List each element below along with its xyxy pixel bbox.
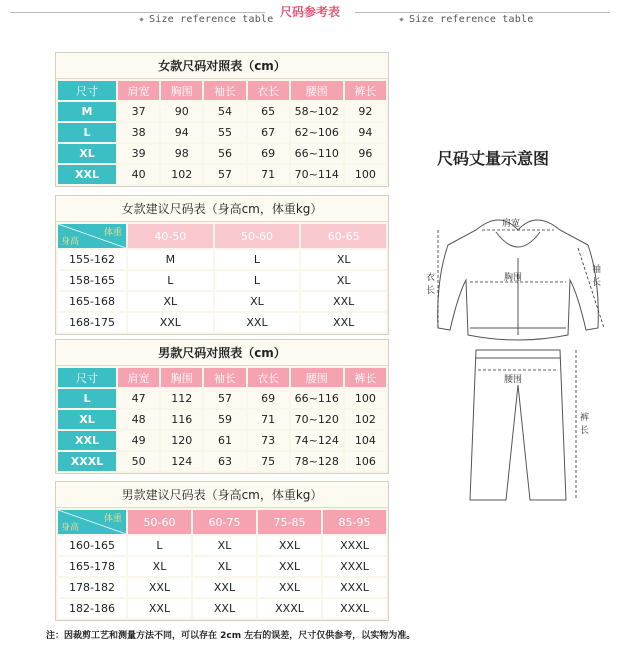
height-cell: 155-162 (58, 250, 126, 269)
table-row (58, 123, 386, 142)
table-cell: 73 (248, 431, 289, 450)
header-cell: 裤长 (345, 81, 386, 100)
header-cell: 50-60 (128, 510, 191, 534)
table-row (58, 292, 386, 311)
size-cell: XXL (58, 431, 116, 450)
table-row (58, 578, 386, 597)
size-cell: L (58, 389, 116, 408)
page-title: 尺码参考表 (279, 5, 340, 19)
corner-height-label: 身高 (61, 237, 80, 247)
table-cell: XXL (301, 313, 386, 332)
header-cell: 50-60 (215, 224, 300, 248)
table-title: 女款尺码对照表（cm） (56, 53, 388, 79)
height-cell: 168-175 (58, 313, 126, 332)
table-cell: 56 (204, 144, 245, 163)
table-cell: XXXL (323, 557, 386, 576)
table-cell: XXL (128, 599, 191, 618)
label-chest: 胸围 (504, 273, 523, 283)
table-cell: 116 (161, 410, 202, 429)
table-cell: 94 (345, 123, 386, 142)
table-cell: 66~110 (291, 144, 343, 163)
table-cell: XL (301, 250, 386, 269)
header-cell: 袖长 (204, 368, 245, 387)
header-cell: 肩宽 (118, 368, 159, 387)
table-cell: 100 (345, 389, 386, 408)
size-cell: M (58, 102, 116, 121)
label-waist: 腰围 (504, 375, 523, 385)
table-cell: XXL (128, 313, 213, 332)
table-title: 男款尺码对照表（cm） (56, 340, 388, 366)
header-cell: 胸围 (161, 368, 202, 387)
page-header (0, 0, 620, 36)
header-cell: 衣长 (248, 368, 289, 387)
size-cell: XXL (58, 165, 116, 184)
height-cell: 158-165 (58, 271, 126, 290)
size-cell: L (58, 123, 116, 142)
table-row (58, 165, 386, 184)
table-row (58, 313, 386, 332)
table-cell: XXL (193, 599, 256, 618)
corner-weight-label: 体重 (103, 514, 122, 524)
height-cell: 165-168 (58, 292, 126, 311)
header-subtitle-left: Size reference table (140, 14, 273, 25)
table-cell: 59 (204, 410, 245, 429)
header-cell: 胸围 (161, 81, 202, 100)
table-cell: XXL (193, 578, 256, 597)
table-cell: 70~114 (291, 165, 343, 184)
header-cell: 衣长 (248, 81, 289, 100)
table-cell: XL (193, 536, 256, 555)
label-shoulder: 肩宽 (502, 219, 521, 229)
table-cell: 50 (118, 452, 159, 471)
header-cell: 60-75 (193, 510, 256, 534)
table-cell: 75 (248, 452, 289, 471)
table-cell: XXL (258, 578, 321, 597)
height-cell: 178-182 (58, 578, 126, 597)
header-cell: 85-95 (323, 510, 386, 534)
table-cell: XL (193, 557, 256, 576)
header-cell: 腰围 (291, 81, 343, 100)
label-sleeve: 袖长 (592, 265, 602, 288)
table-cell: 120 (161, 431, 202, 450)
table-cell: XXL (128, 578, 191, 597)
table-cell: 54 (204, 102, 245, 121)
table-row (58, 389, 386, 408)
table-cell: 70~120 (291, 410, 343, 429)
header-cell: 肩宽 (118, 81, 159, 100)
table-cell: 65 (248, 102, 289, 121)
table-cell: 47 (118, 389, 159, 408)
table-row (58, 102, 386, 121)
table-header-row (58, 510, 386, 534)
size-cell: XL (58, 410, 116, 429)
table-cell: XXL (215, 313, 300, 332)
height-cell: 182-186 (58, 599, 126, 618)
table-header-row (58, 81, 386, 100)
table-cell: XXL (301, 292, 386, 311)
table-cell: 92 (345, 102, 386, 121)
table-cell: 69 (248, 144, 289, 163)
table-cell: 104 (345, 431, 386, 450)
table-cell: 38 (118, 123, 159, 142)
size-cell: XL (58, 144, 116, 163)
women-size-table (55, 52, 389, 187)
header-cell: 腰围 (291, 368, 343, 387)
table-row (58, 431, 386, 450)
table-cell: 61 (204, 431, 245, 450)
size-cell: XXXL (58, 452, 116, 471)
table-cell: 90 (161, 102, 202, 121)
table-cell: 58~102 (291, 102, 343, 121)
table-cell: L (215, 250, 300, 269)
header-cell: 裤长 (345, 368, 386, 387)
table-cell: 48 (118, 410, 159, 429)
table-title: 男款建议尺码表（身高cm，体重kg） (56, 482, 388, 508)
table-cell: 100 (345, 165, 386, 184)
corner-height-label: 身高 (61, 523, 80, 533)
table-cell: XXXL (258, 599, 321, 618)
table-cell: 96 (345, 144, 386, 163)
table-cell: 71 (248, 165, 289, 184)
label-pants: 裤长 (580, 413, 590, 436)
table-cell: L (128, 536, 191, 555)
corner-cell (58, 224, 126, 248)
table-row (58, 452, 386, 471)
table-cell: 66~116 (291, 389, 343, 408)
table-header-row (58, 368, 386, 387)
height-cell: 165-178 (58, 557, 126, 576)
header-cell: 75-85 (258, 510, 321, 534)
table-row (58, 557, 386, 576)
table-cell: XXXL (323, 599, 386, 618)
table-cell: XXL (258, 557, 321, 576)
table-cell: L (128, 271, 213, 290)
table-header-row (58, 224, 386, 248)
table-cell: 39 (118, 144, 159, 163)
corner-cell (58, 510, 126, 534)
table-title: 女款建议尺码表（身高cm，体重kg） (56, 196, 388, 222)
table-row (58, 536, 386, 555)
table-cell: 106 (345, 452, 386, 471)
table-cell: 67 (248, 123, 289, 142)
table-cell: 74~124 (291, 431, 343, 450)
table-cell: 98 (161, 144, 202, 163)
table-cell: 78~128 (291, 452, 343, 471)
corner-weight-label: 体重 (103, 228, 122, 238)
diagram-title: 尺码丈量示意图 (437, 149, 550, 168)
height-cell: 160-165 (58, 536, 126, 555)
label-length: 衣长 (426, 273, 436, 296)
header-cell: 尺寸 (58, 368, 116, 387)
table-cell: 37 (118, 102, 159, 121)
header-cell: 60-65 (301, 224, 386, 248)
table-cell: XXXL (323, 536, 386, 555)
table-cell: 63 (204, 452, 245, 471)
garment-outline (418, 200, 608, 530)
table-cell: XL (128, 292, 213, 311)
table-cell: 62~106 (291, 123, 343, 142)
table-row (58, 410, 386, 429)
footnote: 注：因裁剪工艺和测量方法不同，可以存在 2cm 左右的误差，尺寸仅供参考，以实物为准。 (46, 631, 416, 641)
header-subtitle-right: Size reference table (400, 14, 533, 25)
table-row (58, 271, 386, 290)
table-row (58, 250, 386, 269)
table-cell: 102 (345, 410, 386, 429)
header-cell: 40-50 (128, 224, 213, 248)
table-cell: 102 (161, 165, 202, 184)
header-cell: 袖长 (204, 81, 245, 100)
measurement-diagram (418, 200, 608, 530)
table-cell: XL (301, 271, 386, 290)
header-rule-left (10, 12, 265, 13)
table-cell: 69 (248, 389, 289, 408)
table-cell: 124 (161, 452, 202, 471)
women-suggest-table (55, 195, 389, 335)
table-cell: XL (128, 557, 191, 576)
table-cell: XXL (258, 536, 321, 555)
table-cell: 112 (161, 389, 202, 408)
header-cell: 尺寸 (58, 81, 116, 100)
table-cell: 55 (204, 123, 245, 142)
table-cell: 71 (248, 410, 289, 429)
table-cell: 49 (118, 431, 159, 450)
table-cell: 57 (204, 389, 245, 408)
table-cell: XXXL (323, 578, 386, 597)
table-row (58, 144, 386, 163)
men-suggest-table (55, 481, 389, 621)
header-rule-right (355, 12, 610, 13)
table-row (58, 599, 386, 618)
table-cell: 57 (204, 165, 245, 184)
table-cell: XL (215, 292, 300, 311)
table-cell: 94 (161, 123, 202, 142)
men-size-table (55, 339, 389, 474)
table-cell: L (215, 271, 300, 290)
table-cell: 40 (118, 165, 159, 184)
table-cell: M (128, 250, 213, 269)
